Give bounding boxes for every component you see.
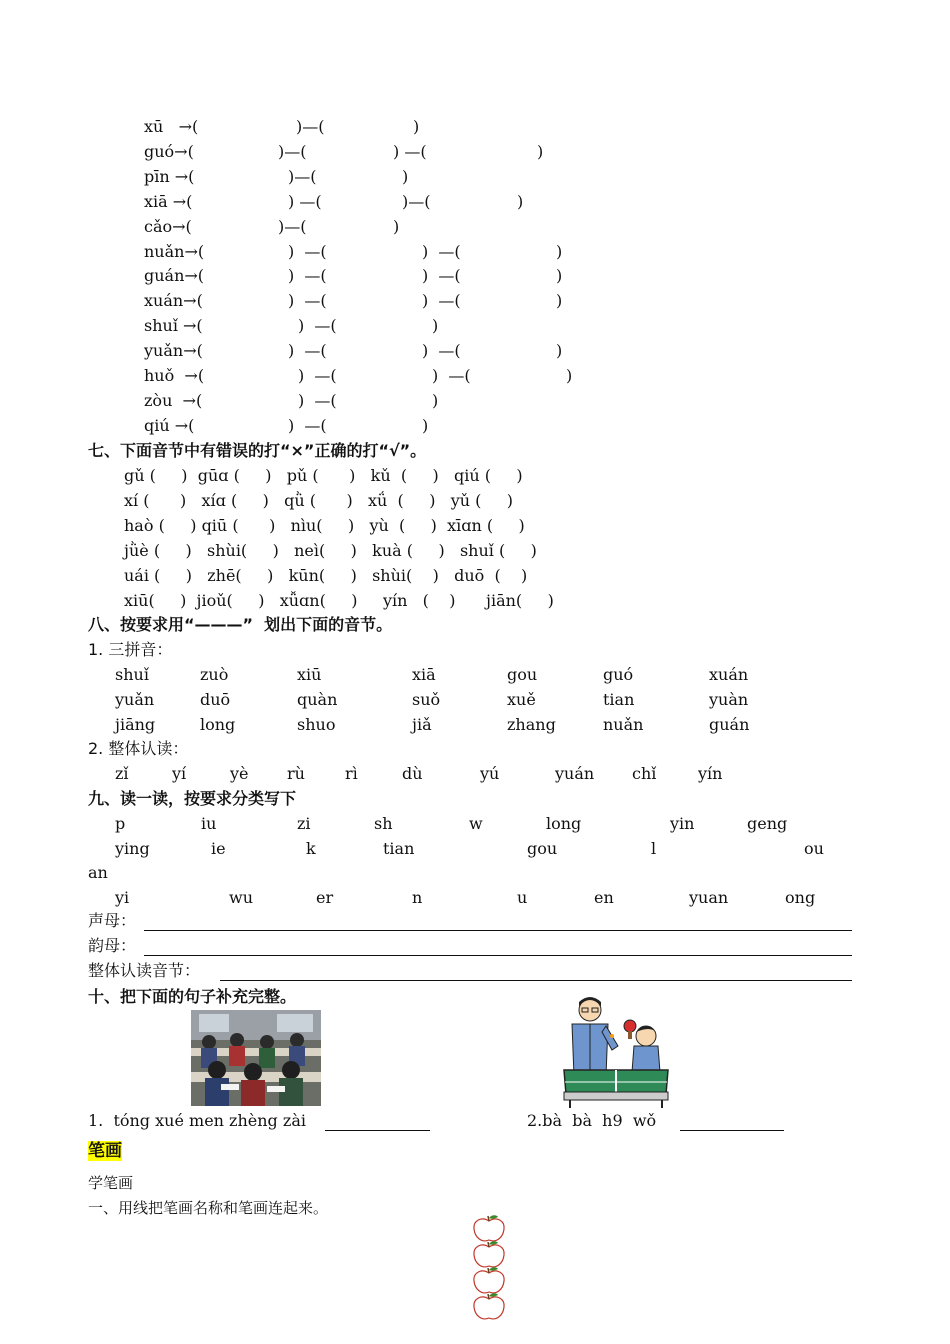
trace-row-1-link-2: ): [413, 117, 420, 136]
sentence-2: 2.bà bà h9 wǒ: [527, 1111, 657, 1130]
trace-row-12-link-2: ): [432, 390, 439, 410]
section-8-sub-1: 1. 三拼音：: [88, 640, 173, 659]
trace-row-4-link-2: )—(: [402, 191, 431, 211]
three-spelling-syllable: tian: [603, 689, 635, 709]
sound-item: k: [306, 839, 316, 858]
three-spelling-syllable: jiǎ: [412, 714, 432, 734]
three-spelling-syllable: xiā: [412, 665, 436, 684]
whole-syllable: chǐ: [632, 764, 657, 783]
trace-row-9-link-1: ) —(: [298, 316, 337, 336]
trace-row-6-link-3: ): [556, 241, 563, 261]
whole-syllable: yú: [480, 764, 500, 783]
whole-syllable-answer-line[interactable]: [220, 980, 852, 981]
trace-row-11-start: huǒ →(: [144, 366, 205, 385]
trace-row-8-link-2: ) —(: [422, 291, 461, 311]
sentence-2-answer-line[interactable]: [680, 1130, 784, 1131]
trace-row-9-link-2: ): [432, 316, 439, 336]
trace-row-12-start: zòu →(: [144, 390, 203, 410]
section-8-sub-2: 2. 整体认读：: [88, 739, 189, 758]
table-tennis-cartoon: [562, 996, 670, 1108]
trace-row-7-link-3: ): [556, 266, 563, 286]
sound-item: wu: [229, 888, 253, 907]
sound-item: tian: [383, 839, 415, 858]
three-spelling-syllable: long: [200, 714, 236, 734]
trace-row-9-start: shuǐ →(: [144, 316, 203, 336]
three-spelling-syllable: xiū: [297, 665, 322, 684]
trace-row-8-start: xuán→(: [144, 291, 203, 311]
sound-item: er: [316, 888, 334, 907]
trace-row-4-link-3: ): [517, 191, 524, 211]
three-spelling-syllable: duō: [200, 689, 231, 709]
trace-row-10-link-3: ): [556, 341, 563, 361]
sound-item: sh: [374, 814, 393, 833]
sound-item: ong: [785, 888, 816, 907]
trace-row-7-link-2: ) —(: [422, 266, 461, 286]
classroom-photo: [191, 1010, 321, 1106]
trace-row-13-link-2: ): [422, 415, 429, 435]
trace-row-6-start: nuǎn→(: [144, 241, 205, 261]
section-9-title: 九、读一读，按要求分类写下: [88, 789, 297, 808]
whole-syllable: rù: [287, 764, 305, 783]
initials-label: 声母：: [88, 911, 137, 930]
trace-row-4-start: xiā →(: [144, 191, 193, 211]
whole-syllable: dù: [402, 764, 423, 783]
sound-item: ie: [211, 839, 226, 858]
trace-row-2-start: guó→(: [144, 141, 194, 161]
trace-row-10-start: yuǎn→(: [144, 341, 203, 361]
trace-row-1-link-1: )—(: [296, 117, 325, 136]
three-spelling-syllable: zhang: [507, 714, 556, 734]
whole-syllable: rì: [345, 764, 358, 783]
finals-answer-line[interactable]: [144, 955, 852, 956]
section-7-title: 七、下面音节中有错误的打“×”正确的打“√”。: [88, 441, 427, 460]
sound-item: yin: [670, 814, 695, 833]
sound-item: u: [517, 888, 528, 907]
sentence-1: 1. tóng xué men zhèng zài: [88, 1111, 306, 1130]
whole-syllable: zǐ: [115, 764, 129, 783]
three-spelling-syllable: gou: [507, 665, 538, 684]
sound-item: w: [469, 814, 483, 833]
trace-row-5-link-2: ): [393, 216, 400, 236]
three-spelling-syllable: yuàn: [709, 689, 749, 709]
three-spelling-syllable: jiāng: [115, 714, 156, 734]
trace-row-7-start: guán→(: [144, 266, 205, 286]
sound-item: long: [546, 814, 582, 833]
sound-item: zi: [297, 814, 311, 833]
three-spelling-syllable: nuǎn: [603, 714, 644, 734]
check-row-5: uái ( ) zhē( ) kūn( ) shùi( ) duō ( ): [124, 565, 528, 585]
three-spelling-syllable: xuán: [709, 665, 749, 684]
three-spelling-syllable: guán: [709, 714, 750, 734]
section-10-title: 十、把下面的句子补充完整。: [88, 987, 297, 1006]
trace-row-2-link-2: ) —(: [393, 141, 427, 161]
three-spelling-syllable: guó: [603, 665, 634, 684]
strokes-heading: [88, 1140, 122, 1162]
three-spelling-syllable: shuo: [297, 714, 336, 734]
sound-item: p: [115, 814, 126, 833]
three-spelling-syllable: xuě: [507, 689, 536, 709]
three-spelling-syllable: shuǐ: [115, 665, 149, 684]
trace-row-4-link-1: ) —(: [288, 191, 322, 211]
sound-item: yi: [115, 888, 130, 907]
trace-row-2-link-1: )—(: [278, 141, 307, 161]
sound-item: ying: [115, 839, 150, 858]
finals-label: 韵母：: [88, 936, 137, 955]
sound-item: geng: [747, 814, 788, 833]
check-row-1: gǔ ( ) gūɑ ( ) pǔ ( ) kǔ ( ) qiú ( ): [124, 466, 523, 485]
strokes-heading-text: 笔画: [88, 1141, 122, 1161]
trace-row-10-link-1: ) —(: [288, 341, 327, 361]
strokes-question-1: 一、用线把笔画名称和笔画连起来。: [88, 1199, 329, 1217]
whole-syllable: yín: [698, 764, 723, 783]
three-spelling-syllable: suǒ: [412, 689, 441, 709]
whole-syllable: yuán: [555, 764, 595, 783]
apple-icon: [470, 1292, 508, 1326]
trace-row-11-link-2: ) —(: [432, 366, 471, 385]
trace-row-11-link-3: ): [566, 366, 573, 385]
trace-row-5-link-1: )—(: [278, 216, 307, 236]
sound-item: l: [651, 839, 657, 858]
initials-answer-line[interactable]: [144, 930, 852, 931]
check-row-4: jǜè ( ) shùi( ) neì( ) kuà ( ) shuǐ ( ): [124, 540, 537, 560]
strokes-subheading: 学笔画: [88, 1174, 134, 1192]
trace-row-1-start: xū →(: [144, 117, 199, 136]
trace-row-8-link-3: ): [556, 291, 563, 311]
check-row-2: xí ( ) xíɑ ( ) qǜ ( ) xǘ ( ) yǔ ( ): [124, 490, 514, 510]
trace-row-8-link-1: ) —(: [288, 291, 327, 311]
section-8-title: 八、按要求用“———” 划出下面的音节。: [88, 615, 393, 634]
trace-row-13-link-1: ) —(: [288, 415, 327, 435]
sound-item: ou: [804, 839, 824, 858]
whole-syllable-label: 整体认读音节：: [88, 961, 201, 980]
trace-row-11-link-1: ) —(: [298, 366, 337, 385]
whole-syllable: yí: [172, 764, 187, 783]
trace-row-3-link-1: )—(: [288, 166, 317, 186]
three-spelling-syllable: zuò: [200, 665, 229, 684]
sound-item: yuan: [689, 888, 729, 907]
check-row-3: haò ( ) qiū ( ) nìu( ) yù ( ) xīɑn ( ): [124, 515, 525, 535]
sentence-1-answer-line[interactable]: [325, 1130, 430, 1131]
sound-item: iu: [201, 814, 217, 833]
check-row-6: xiū( ) jioǔ( ) xǚɑn( ) yín ( ) jiān( ): [124, 590, 554, 610]
trace-row-2-link-3: ): [537, 141, 544, 161]
trace-row-3-start: pīn →(: [144, 166, 195, 186]
trace-row-5-start: cǎo→(: [144, 216, 192, 236]
three-spelling-syllable: yuǎn: [115, 689, 155, 709]
sound-item: en: [594, 888, 614, 907]
trace-row-3-link-2: ): [402, 166, 409, 186]
three-spelling-syllable: quàn: [297, 689, 338, 709]
trace-row-6-link-2: ) —(: [422, 241, 461, 261]
sound-item: n: [412, 888, 423, 907]
trace-row-10-link-2: ) —(: [422, 341, 461, 361]
whole-syllable: yè: [230, 764, 249, 783]
trace-row-7-link-1: ) —(: [288, 266, 327, 286]
trace-row-12-link-1: ) —(: [298, 390, 337, 410]
section-9-wrap: an: [88, 863, 108, 882]
trace-row-13-start: qiú →(: [144, 415, 195, 435]
trace-row-6-link-1: ) —(: [288, 241, 327, 261]
sound-item: gou: [527, 839, 558, 858]
